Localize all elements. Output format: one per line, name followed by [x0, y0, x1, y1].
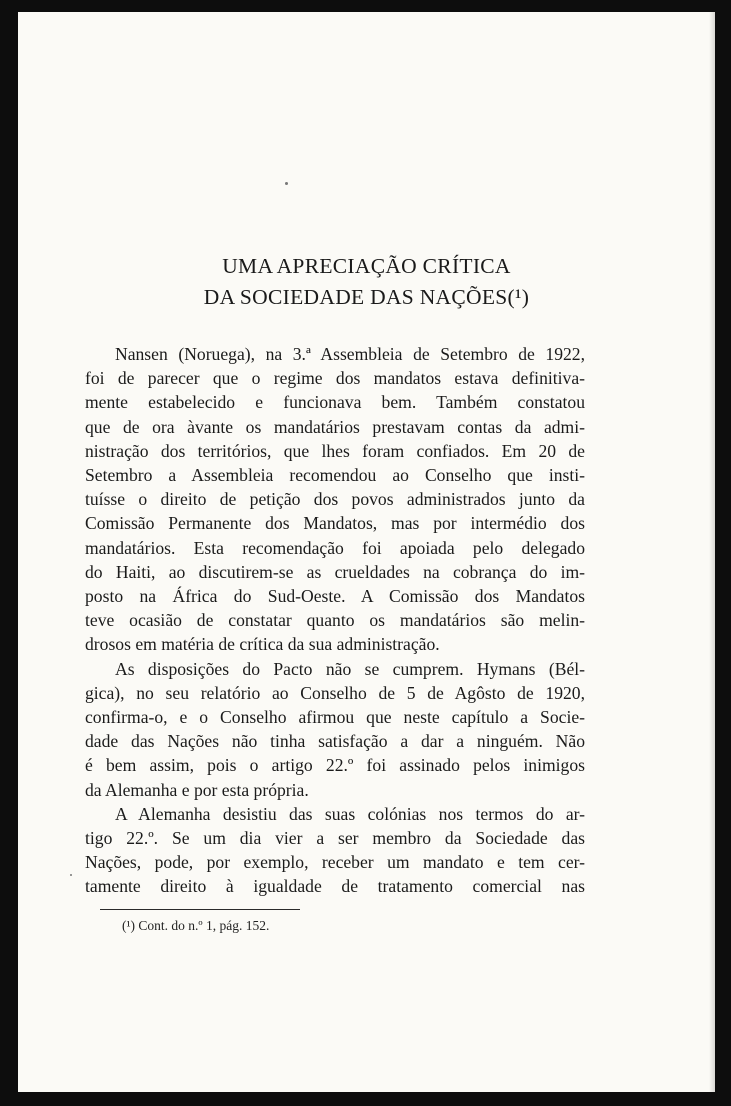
text-line: A Alemanha desistiu das suas colónias nos termos do ar- [115, 803, 585, 824]
text-line: do Haiti, ao discutirem-se as crueldades na cobrança do im- [85, 561, 585, 582]
text-line: tamente direito à igualdade de tratamento comercial nas [85, 876, 585, 897]
paragraph-2 [85, 657, 585, 802]
text-line: mente estabelecido e funcionava bem. Também constatou [85, 392, 585, 413]
text-line: confirma-o, e o Conselho afirmou que neste capítulo a Socie- [85, 707, 585, 728]
paper-speck [285, 182, 288, 185]
text-line: dade das Nações não tinha satisfação a dar a ninguém. Não [85, 731, 585, 752]
text-line: posto na África do Sud-Oeste. A Comissão dos Mandatos [85, 586, 585, 607]
text-line: As disposições do Pacto não se cumprem. Hymans (Bél- [115, 658, 585, 679]
text-line: Setembro a Assembleia recomendou ao Conselho que insti- [85, 465, 585, 486]
title-line-2-text: DA SOCIEDADE DAS NAÇÕES [203, 285, 508, 309]
book-page [18, 12, 715, 1092]
footnote: (¹) Cont. do n.º 1, pág. 152. [122, 918, 270, 933]
text-line: tuísse o direito de petição dos povos administrados junto da [85, 489, 585, 510]
title-footnote-marker: (¹) [507, 285, 530, 309]
text-line: que de ora àvante os mandatários prestavam contas da admi- [85, 416, 585, 437]
title-line-2 [18, 285, 715, 310]
footnote-rule [100, 909, 300, 910]
text-line: mandatários. Esta recomendação foi apoiada pelo delegado [85, 537, 585, 558]
paragraph-1 [85, 342, 585, 657]
text-line: da Alemanha e por esta própria. [85, 779, 309, 800]
text-line: Comissão Permanente dos Mandatos, mas por intermédio dos [85, 513, 585, 534]
text-line: drosos em matéria de crítica da sua administração. [85, 634, 440, 655]
title-line-1: UMA APRECIAÇÃO CRÍTICA [222, 254, 511, 278]
text-line: gica), no seu relatório ao Conselho de 5 de Agôsto de 1920, [85, 682, 585, 703]
text-line: é bem assim, pois o artigo 22.º foi assinado pelos inimigos [85, 755, 585, 776]
text-line: teve ocasião de constatar quanto os mandatários são melin- [85, 610, 585, 631]
paper-speck [70, 874, 72, 876]
text-line: Nansen (Noruega), na 3.ª Assembleia de Setembro de 1922, [115, 344, 585, 364]
text-line: foi de parecer que o regime dos mandatos estava definitiva- [85, 368, 585, 389]
text-line: nistração dos territórios, que lhes foram confiados. Em 20 de [85, 440, 585, 461]
body-text [85, 342, 585, 899]
text-line: tigo 22.º. Se um dia vier a ser membro da Sociedade das [85, 828, 585, 849]
paragraph-3 [85, 802, 585, 899]
text-line: Nações, pode, por exemplo, receber um mandato e tem cer- [85, 852, 585, 873]
